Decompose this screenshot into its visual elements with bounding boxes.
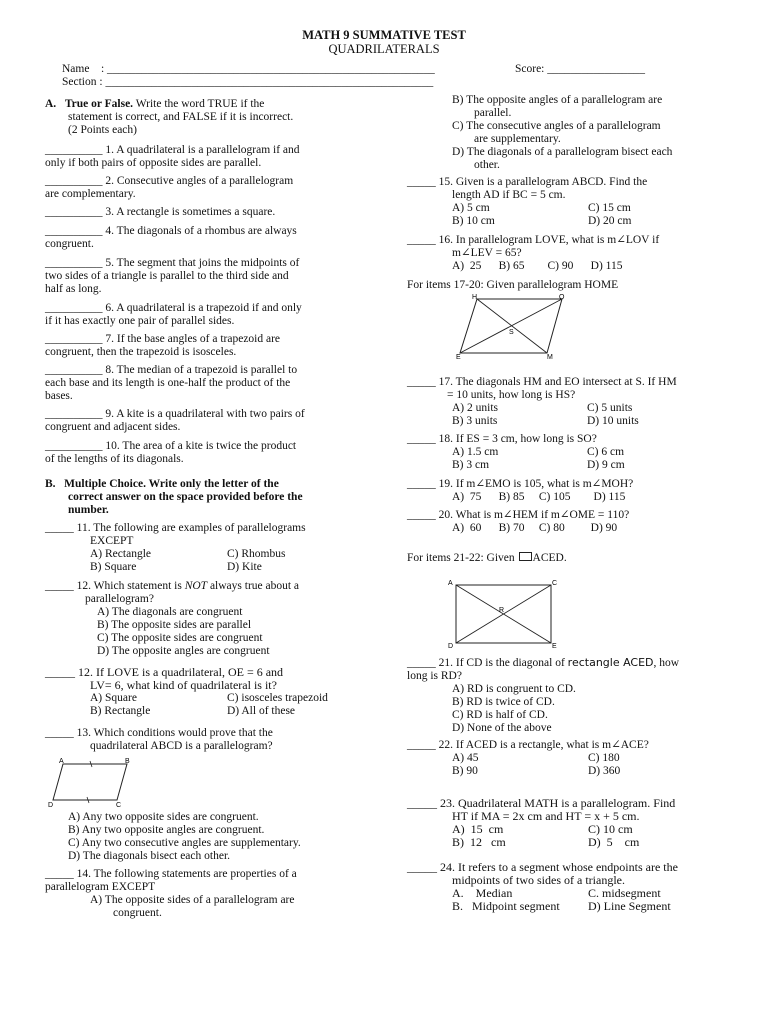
question-12-b [45, 666, 395, 718]
question-stem: _____ 17. The diagonals HM and EO intersect at S. If HM [407, 376, 677, 388]
vertex-label-a: A [59, 758, 64, 765]
tf-item-8 [45, 364, 395, 403]
tf-item-line: __________ 1. A quadrilateral is a parallelogram if and [45, 144, 300, 156]
tf-item-line: two sides of a triangle is parallel to the third side and [45, 270, 289, 282]
tf-item-line: __________ 10. The area of a kite is twice the product [45, 440, 297, 452]
part-b-letter: B. [45, 478, 56, 490]
tf-item-line: are complementary. [45, 188, 136, 200]
option-b: B) Any two opposite angles are congruent. [68, 824, 265, 836]
option-c: C) 10 cm [588, 822, 633, 836]
vertex-label-b: B [125, 758, 130, 765]
option-d: D) 10 units [587, 415, 639, 427]
point-label-r: R [499, 607, 505, 614]
vertex-label-d: D [448, 643, 454, 649]
option-a: A) 2 units [452, 402, 498, 414]
tf-item-line: congruent. [45, 238, 94, 250]
test-subtitle: QUADRILATERALS [328, 42, 440, 56]
question-stem: midpoints of two sides of a triangle. [452, 873, 625, 887]
vertex-label-c: C [552, 580, 558, 587]
option-b: B. Midpoint segment [452, 899, 560, 913]
option-c-cont: are supplementary. [474, 133, 561, 145]
option-d: D) None of the above [452, 722, 552, 734]
question-stem: parallelogram EXCEPT [45, 881, 156, 893]
score-line[interactable]: Score: _________________ [515, 63, 646, 75]
question-stem: m∠LEV = 65? [452, 247, 522, 259]
vertex-label-o: O [559, 294, 565, 301]
question-stem: _____ 20. What is m∠HEM if m∠OME = 110? [407, 509, 630, 521]
tf-item-4 [45, 225, 395, 251]
question-stem: _____ 21. If CD is the diagonal of rectangle ACED, how [407, 656, 680, 669]
question-20 [407, 509, 732, 535]
part-a-instr-3: (2 Points each) [68, 124, 137, 136]
option-b: B) 90 [452, 765, 478, 777]
option-a: A) The opposite sides of a parallelogram are [90, 894, 295, 906]
option-d: D) 5 cm [588, 835, 640, 849]
option-b-cont: parallel. [474, 107, 512, 119]
section-line[interactable]: Section : _________________________________________________________ [62, 76, 434, 88]
option-a: A) Any two opposite sides are congruent. [68, 811, 259, 823]
option-c: C) 15 cm [588, 202, 631, 214]
option-a: A) 5 cm [452, 202, 490, 214]
tf-item-line: if it has exactly one pair of parallel sides. [45, 315, 235, 327]
part-b-heading-1: Multiple Choice. Write only the letter of the [64, 478, 279, 490]
part-a-heading [45, 98, 395, 111]
option-d: D) The diagonals bisect each other. [68, 850, 231, 862]
question-stem: _____ 19. If m∠EMO is 105, what is m∠MOH? [407, 478, 634, 490]
option-b: B) 3 cm [452, 459, 490, 471]
option-a: A) 45 [452, 752, 479, 764]
tf-item-1 [45, 144, 395, 170]
option-b: B) Square [90, 561, 137, 573]
question-stem: _____ 24. It refers to a segment whose endpoints are the [407, 860, 678, 874]
option-d: D) 360 [588, 765, 621, 777]
option-a: A) Square [90, 692, 137, 704]
name-line[interactable]: Name : _________________________________________________________ [62, 63, 435, 75]
question-stem: _____ 11. The following are examples of parallelograms [45, 522, 306, 534]
question-22 [407, 739, 732, 778]
tf-item-10 [45, 440, 395, 466]
question-16 [407, 234, 732, 273]
question-stem: long is RD? [407, 670, 462, 682]
question-14-cont [452, 94, 727, 172]
rectangle-aced-figure [446, 577, 566, 649]
vertex-label-m: M [547, 354, 553, 361]
option-b: B) The opposite sides are parallel [97, 619, 252, 631]
tf-item-line: __________ 3. A rectangle is sometimes a square. [45, 206, 276, 218]
option-a: A) 15 cm [452, 822, 504, 836]
tf-item-line: congruent, then the trapezoid is isosceles. [45, 346, 237, 358]
question-stem: = 10 units, how long is HS? [447, 389, 576, 401]
tf-item-5 [45, 257, 395, 296]
question-stem: length AD if BC = 5 cm. [452, 189, 566, 201]
question-stem: quadrilateral ABCD is a parallelogram? [90, 740, 273, 752]
question-stem: LV= 6, what kind of quadrilateral is it? [90, 678, 277, 692]
vertex-label-e: E [552, 643, 557, 649]
option-d: D) Line Segment [588, 899, 671, 913]
option-c: C) 180 [588, 752, 620, 764]
part-a [45, 98, 395, 137]
question-17 [407, 376, 732, 428]
question-19 [407, 478, 732, 504]
option-c: C) Rhombus [227, 548, 286, 560]
option-b: B) 3 units [452, 415, 498, 427]
options-row: A) 75 B) 85 C) 105 D) 115 [452, 491, 626, 503]
question-stem: _____ 14. The following statements are properties of a [45, 868, 297, 880]
option-a: A. Median [452, 886, 513, 900]
parallelogram-abcd-figure [45, 756, 135, 808]
options-row: A) 25 B) 65 C) 90 D) 115 [452, 260, 623, 272]
option-c: C. midsegment [588, 886, 661, 900]
question-stem: _____ 13. Which conditions would prove that the [45, 727, 273, 739]
option-a: A) Rectangle [90, 548, 151, 560]
tf-item-line: only if both pairs of opposite sides are parallel. [45, 157, 262, 169]
question-13-options [68, 811, 408, 863]
question-13 [45, 727, 395, 753]
question-stem: HT if MA = 2x cm and HT = x + 5 cm. [452, 809, 640, 823]
aced-intro: For items 21-22: Given ACED. [407, 552, 567, 564]
option-c: C) Any two consecutive angles are supplementary. [68, 837, 301, 849]
option-a: A) The diagonals are congruent [97, 606, 243, 618]
option-b: B) The opposite angles of a parallelogram are [452, 94, 663, 106]
vertex-label-e: E [456, 354, 461, 361]
tf-item-2 [45, 175, 395, 201]
question-stem: EXCEPT [90, 535, 134, 547]
option-d: D) The diagonals of a parallelogram bisect each [452, 146, 673, 158]
tf-item-line: __________ 9. A kite is a quadrilateral with two pairs of [45, 408, 305, 420]
question-stem: _____ 23. Quadrilateral MATH is a parallelogram. Find [407, 796, 676, 810]
vertex-label-h: H [472, 294, 478, 301]
vertex-label-d: D [48, 802, 54, 808]
option-d-cont: other. [474, 159, 500, 171]
option-b: B) 10 cm [452, 215, 495, 227]
test-title: MATH 9 SUMMATIVE TEST [302, 28, 466, 42]
question-11 [45, 522, 395, 574]
tf-item-line: of the lengths of its diagonals. [45, 453, 184, 465]
tf-item-line: bases. [45, 390, 73, 402]
options-row: A) 60 B) 70 C) 80 D) 90 [452, 522, 618, 534]
option-a: A) RD is congruent to CD. [452, 683, 576, 695]
part-a-heading-bold: True or False. [64, 98, 134, 110]
option-d: D) 9 cm [587, 459, 625, 471]
option-a: A) 1.5 cm [452, 446, 499, 458]
part-b-heading [45, 478, 395, 517]
question-stem: _____ 15. Given is a parallelogram ABCD. Find the [407, 176, 648, 188]
option-d: D) 20 cm [588, 215, 632, 227]
question-stem: _____ 12. If LOVE is a quadrilateral, OE = 6 and [45, 665, 284, 679]
question-stem: parallelogram? [85, 593, 154, 605]
question-stem: _____ 18. If ES = 3 cm, how long is SO? [407, 433, 597, 445]
tf-item-line: __________ 6. A quadrilateral is a trapezoid if and only [45, 302, 302, 314]
question-24 [407, 861, 732, 913]
option-c: C) 5 units [587, 402, 633, 414]
vertex-label-a: A [448, 580, 453, 587]
parallelogram-home-figure [452, 293, 577, 361]
question-21 [407, 656, 732, 735]
part-b-heading-2: correct answer on the space provided before the [68, 491, 303, 503]
tf-item-7 [45, 333, 395, 359]
tf-item-line: __________ 8. The median of a trapezoid is parallel to [45, 364, 298, 376]
tf-item-6 [45, 302, 395, 328]
option-c: C) 6 cm [587, 446, 625, 458]
part-a-letter: A. [45, 98, 57, 110]
option-c: C) isosceles trapezoid [227, 692, 328, 704]
vertex-label-c: C [116, 802, 122, 808]
option-a-cont: congruent. [113, 907, 162, 919]
option-d: D) The opposite angles are congruent [97, 645, 270, 657]
question-12-a [45, 580, 395, 658]
question-stem: _____ 16. In parallelogram LOVE, what is m∠LOV if [407, 234, 660, 246]
part-b-heading-3: number. [68, 504, 109, 516]
tf-item-line: __________ 7. If the base angles of a trapezoid are [45, 333, 281, 345]
part-a-heading-rest: Write the word TRUE if the [135, 98, 265, 110]
part-a-instr-2: statement is correct, and FALSE if it is incorrect. [68, 111, 294, 123]
question-23 [407, 797, 732, 849]
option-d: D) All of these [227, 705, 296, 717]
tf-item-line: congruent and adjacent sides. [45, 421, 181, 433]
tf-item-line: __________ 5. The segment that joins the midpoints of [45, 257, 300, 269]
rectangle-icon [519, 552, 532, 561]
option-c: C) The consecutive angles of a parallelogram [452, 120, 661, 132]
option-d: D) Kite [227, 561, 262, 573]
option-b: B) Rectangle [90, 705, 151, 717]
option-c: C) The opposite sides are congruent [97, 632, 263, 644]
question-14 [45, 868, 395, 920]
point-label-s: S [509, 329, 514, 336]
tf-item-line: each base and its length is one-half the product of the [45, 377, 291, 389]
home-intro: For items 17-20: Given parallelogram HOME [407, 279, 619, 291]
option-b: B) 12 cm [452, 835, 506, 849]
question-15 [407, 176, 732, 228]
tf-item-line: half as long. [45, 283, 102, 295]
question-18 [407, 433, 732, 472]
option-c: C) RD is half of CD. [452, 709, 548, 721]
tf-item-3 [45, 206, 395, 219]
tf-item-line: __________ 4. The diagonals of a rhombus are always [45, 225, 297, 237]
tf-item-line: __________ 2. Consecutive angles of a parallelogram [45, 175, 294, 187]
tf-item-9 [45, 408, 395, 434]
option-b: B) RD is twice of CD. [452, 696, 555, 708]
question-stem: _____ 22. If ACED is a rectangle, what is m∠ACE? [407, 739, 649, 751]
question-stem: _____ 12. Which statement is NOT always true about a [45, 580, 300, 592]
